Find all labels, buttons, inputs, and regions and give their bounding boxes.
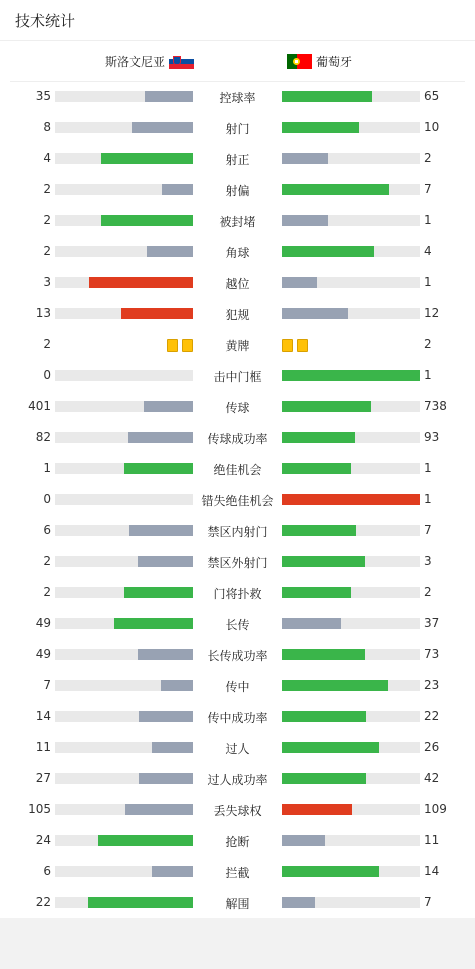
stat-label: 传中成功率	[207, 711, 268, 725]
home-bar-track	[55, 897, 193, 908]
away-value: 73	[424, 647, 440, 661]
away-bar-fill	[282, 153, 328, 164]
home-value: 2	[43, 213, 51, 227]
yellow-card-icon	[297, 339, 308, 352]
home-bar-fill	[161, 680, 193, 691]
away-value: 23	[424, 678, 440, 692]
away-bar-track	[282, 432, 420, 443]
stat-label: 射正	[225, 153, 250, 167]
home-bar-fill	[162, 184, 193, 195]
away-bar-fill	[282, 401, 371, 412]
stat-label: 射门	[225, 122, 250, 136]
home-value: 401	[28, 399, 51, 413]
away-value: 22	[424, 709, 440, 723]
home-bar-track	[55, 649, 193, 660]
away-bar-fill	[282, 556, 365, 567]
stat-row	[0, 330, 475, 361]
slovenia-flag-icon	[169, 54, 194, 69]
stat-row	[0, 733, 475, 764]
stat-row	[0, 857, 475, 888]
stat-label: 禁区内射门	[207, 525, 268, 539]
stat-row	[0, 547, 475, 578]
stat-label: 犯规	[225, 308, 250, 322]
stat-row	[0, 826, 475, 857]
away-bar-track	[282, 587, 420, 598]
home-bar-fill	[121, 308, 193, 319]
stat-label: 被封堵	[219, 215, 256, 229]
away-bar-fill	[282, 649, 365, 660]
stat-label: 击中门框	[213, 370, 262, 384]
away-value: 93	[424, 430, 440, 444]
stat-label: 长传成功率	[207, 649, 268, 663]
home-bar-fill	[89, 277, 193, 288]
stat-label: 绝佳机会	[213, 463, 262, 477]
away-bar-fill	[282, 773, 366, 784]
home-bar-track	[55, 742, 193, 753]
away-bar-fill	[282, 370, 420, 381]
stat-label: 角球	[225, 246, 250, 260]
home-bar-track	[55, 401, 193, 412]
away-value: 10	[424, 120, 440, 134]
stat-row	[0, 206, 475, 237]
away-value: 1	[424, 492, 432, 506]
home-value: 11	[35, 740, 51, 754]
away-bar-track	[282, 91, 420, 102]
away-value: 2	[424, 151, 432, 165]
home-bar-track	[55, 773, 193, 784]
stat-row	[0, 423, 475, 454]
home-value: 7	[43, 678, 51, 692]
home-value: 2	[43, 554, 51, 568]
away-bar-fill	[282, 184, 389, 195]
home-value: 22	[35, 895, 51, 909]
away-bar-track	[282, 370, 420, 381]
stat-row	[0, 144, 475, 175]
away-bar-fill	[282, 587, 351, 598]
home-value: 82	[35, 430, 51, 444]
home-bar-track	[55, 525, 193, 536]
away-bar-track	[282, 711, 420, 722]
home-team-name: 斯洛文尼亚	[104, 55, 165, 69]
home-bar-track	[55, 804, 193, 815]
away-bar-track	[282, 277, 420, 288]
home-bar-track	[55, 91, 193, 102]
stat-label: 丢失球权	[213, 804, 262, 818]
home-bar-fill	[138, 556, 193, 567]
home-bar-fill	[152, 742, 193, 753]
home-value: 14	[35, 709, 51, 723]
away-value: 738	[424, 399, 447, 413]
away-bar-fill	[282, 494, 420, 505]
stats-list	[0, 82, 475, 919]
home-bar-track	[55, 153, 193, 164]
home-bar-track	[55, 277, 193, 288]
stat-label: 拦截	[225, 866, 250, 880]
away-bar-track	[282, 401, 420, 412]
away-bar-track	[282, 463, 420, 474]
stat-row	[0, 795, 475, 826]
home-bar-track	[55, 184, 193, 195]
home-bar-fill	[129, 525, 193, 536]
stat-row	[0, 609, 475, 640]
stat-label: 控球率	[219, 91, 256, 105]
away-bar-fill	[282, 804, 352, 815]
home-bar-fill	[101, 153, 193, 164]
away-bar-track	[282, 804, 420, 815]
home-bar-track	[55, 215, 193, 226]
away-bar-track	[282, 525, 420, 536]
away-bar-track	[282, 649, 420, 660]
stat-row	[0, 361, 475, 392]
stat-row	[0, 640, 475, 671]
away-value: 1	[424, 213, 432, 227]
home-bar-fill	[147, 246, 193, 257]
stat-row	[0, 237, 475, 268]
home-bar-track	[55, 494, 193, 505]
away-bar-track	[282, 308, 420, 319]
away-value: 1	[424, 461, 432, 475]
home-bar-fill	[125, 804, 193, 815]
stat-label: 禁区外射门	[207, 556, 268, 570]
home-value: 2	[43, 585, 51, 599]
home-value: 27	[35, 771, 51, 785]
away-value: 26	[424, 740, 440, 754]
portugal-flag-icon	[287, 54, 312, 69]
away-bar-fill	[282, 463, 351, 474]
away-bar-track	[282, 866, 420, 877]
away-team	[287, 53, 352, 70]
away-value: 7	[424, 182, 432, 196]
away-value: 3	[424, 554, 432, 568]
away-bar-fill	[282, 215, 328, 226]
home-value: 49	[35, 647, 51, 661]
away-bar-track	[282, 556, 420, 567]
yellow-card-icon	[282, 339, 293, 352]
stat-label: 射偏	[225, 184, 250, 198]
home-bar-fill	[124, 463, 193, 474]
home-bar-track	[55, 680, 193, 691]
home-bar-fill	[98, 835, 193, 846]
home-value: 0	[43, 368, 51, 382]
away-bar-fill	[282, 742, 379, 753]
yellow-card-icon	[182, 339, 193, 352]
away-value: 65	[424, 89, 440, 103]
away-value: 11	[424, 833, 440, 847]
home-value: 6	[43, 864, 51, 878]
home-value: 4	[43, 151, 51, 165]
yellow-card-icon	[167, 339, 178, 352]
home-bar-fill	[139, 773, 193, 784]
home-bar-track	[55, 866, 193, 877]
away-bar-track	[282, 773, 420, 784]
home-yellow-cards	[167, 339, 193, 352]
home-bar-fill	[152, 866, 193, 877]
stat-label: 越位	[225, 277, 250, 291]
stat-label: 抢断	[225, 835, 250, 849]
home-bar-track	[55, 122, 193, 133]
divider	[0, 40, 475, 41]
stat-row	[0, 516, 475, 547]
away-bar-fill	[282, 91, 372, 102]
stat-row	[0, 578, 475, 609]
home-bar-fill	[114, 618, 193, 629]
home-team	[105, 53, 194, 70]
away-value: 37	[424, 616, 440, 630]
away-bar-fill	[282, 277, 317, 288]
home-bar-track	[55, 556, 193, 567]
stat-row	[0, 888, 475, 919]
away-bar-track	[282, 742, 420, 753]
home-value: 2	[43, 244, 51, 258]
home-bar-fill	[88, 897, 193, 908]
stat-row	[0, 268, 475, 299]
away-bar-fill	[282, 618, 341, 629]
away-bar-track	[282, 618, 420, 629]
away-value: 4	[424, 244, 432, 258]
home-bar-track	[55, 308, 193, 319]
home-bar-track	[55, 587, 193, 598]
away-value: 14	[424, 864, 440, 878]
home-bar-fill	[139, 711, 193, 722]
home-bar-track	[55, 432, 193, 443]
stat-row	[0, 392, 475, 423]
away-value: 42	[424, 771, 440, 785]
home-value: 49	[35, 616, 51, 630]
away-value: 2	[424, 337, 432, 351]
stat-row	[0, 764, 475, 795]
home-bar-fill	[144, 401, 193, 412]
away-value: 2	[424, 585, 432, 599]
stat-row	[0, 299, 475, 330]
home-bar-track	[55, 370, 193, 381]
away-value: 12	[424, 306, 440, 320]
away-bar-fill	[282, 835, 325, 846]
home-value: 0	[43, 492, 51, 506]
stat-row	[0, 485, 475, 516]
home-value: 35	[35, 89, 51, 103]
away-value: 7	[424, 895, 432, 909]
home-bar-fill	[124, 587, 193, 598]
away-bar-fill	[282, 525, 356, 536]
home-value: 2	[43, 337, 51, 351]
stat-label: 传球	[225, 401, 250, 415]
away-bar-fill	[282, 122, 359, 133]
stat-label: 解围	[225, 897, 250, 911]
home-value: 2	[43, 182, 51, 196]
home-bar-fill	[138, 649, 193, 660]
stat-row	[0, 702, 475, 733]
page-title: 技术统计	[15, 12, 76, 30]
stat-label: 过人成功率	[207, 773, 268, 787]
home-bar-fill	[132, 122, 193, 133]
away-bar-track	[282, 122, 420, 133]
home-value: 13	[35, 306, 51, 320]
away-bar-track	[282, 184, 420, 195]
away-bar-fill	[282, 680, 388, 691]
stat-row	[0, 175, 475, 206]
home-bar-fill	[128, 432, 193, 443]
home-bar-track	[55, 246, 193, 257]
home-bar-fill	[145, 91, 193, 102]
stat-label: 黄牌	[225, 339, 250, 353]
away-bar-track	[282, 246, 420, 257]
stat-row	[0, 671, 475, 702]
stat-row	[0, 113, 475, 144]
stat-label: 传中	[225, 680, 250, 694]
away-bar-track	[282, 680, 420, 691]
home-bar-track	[55, 463, 193, 474]
away-bar-fill	[282, 246, 374, 257]
stat-label: 过人	[225, 742, 250, 756]
home-value: 8	[43, 120, 51, 134]
away-bar-track	[282, 897, 420, 908]
stat-label: 门将扑救	[213, 587, 262, 601]
stat-row	[0, 454, 475, 485]
teams-header	[0, 50, 475, 74]
stat-label: 错失绝佳机会	[201, 494, 274, 508]
home-bar-track	[55, 835, 193, 846]
away-bar-fill	[282, 432, 355, 443]
away-bar-fill	[282, 897, 315, 908]
away-bar-fill	[282, 711, 366, 722]
home-bar-track	[55, 711, 193, 722]
home-value: 1	[43, 461, 51, 475]
stat-label: 长传	[225, 618, 250, 632]
home-value: 3	[43, 275, 51, 289]
away-team-name: 葡萄牙	[316, 55, 353, 69]
home-value: 6	[43, 523, 51, 537]
stat-row	[0, 82, 475, 113]
away-value: 7	[424, 523, 432, 537]
stat-label: 传球成功率	[207, 432, 268, 446]
away-bar-track	[282, 835, 420, 846]
home-value: 105	[28, 802, 51, 816]
away-value: 109	[424, 802, 447, 816]
away-bar-fill	[282, 308, 348, 319]
home-bar-track	[55, 618, 193, 629]
away-bar-track	[282, 494, 420, 505]
away-bar-fill	[282, 866, 379, 877]
away-value: 1	[424, 368, 432, 382]
home-value: 24	[35, 833, 51, 847]
away-yellow-cards	[282, 339, 308, 352]
away-bar-track	[282, 153, 420, 164]
away-value: 1	[424, 275, 432, 289]
home-bar-fill	[101, 215, 193, 226]
away-bar-track	[282, 215, 420, 226]
